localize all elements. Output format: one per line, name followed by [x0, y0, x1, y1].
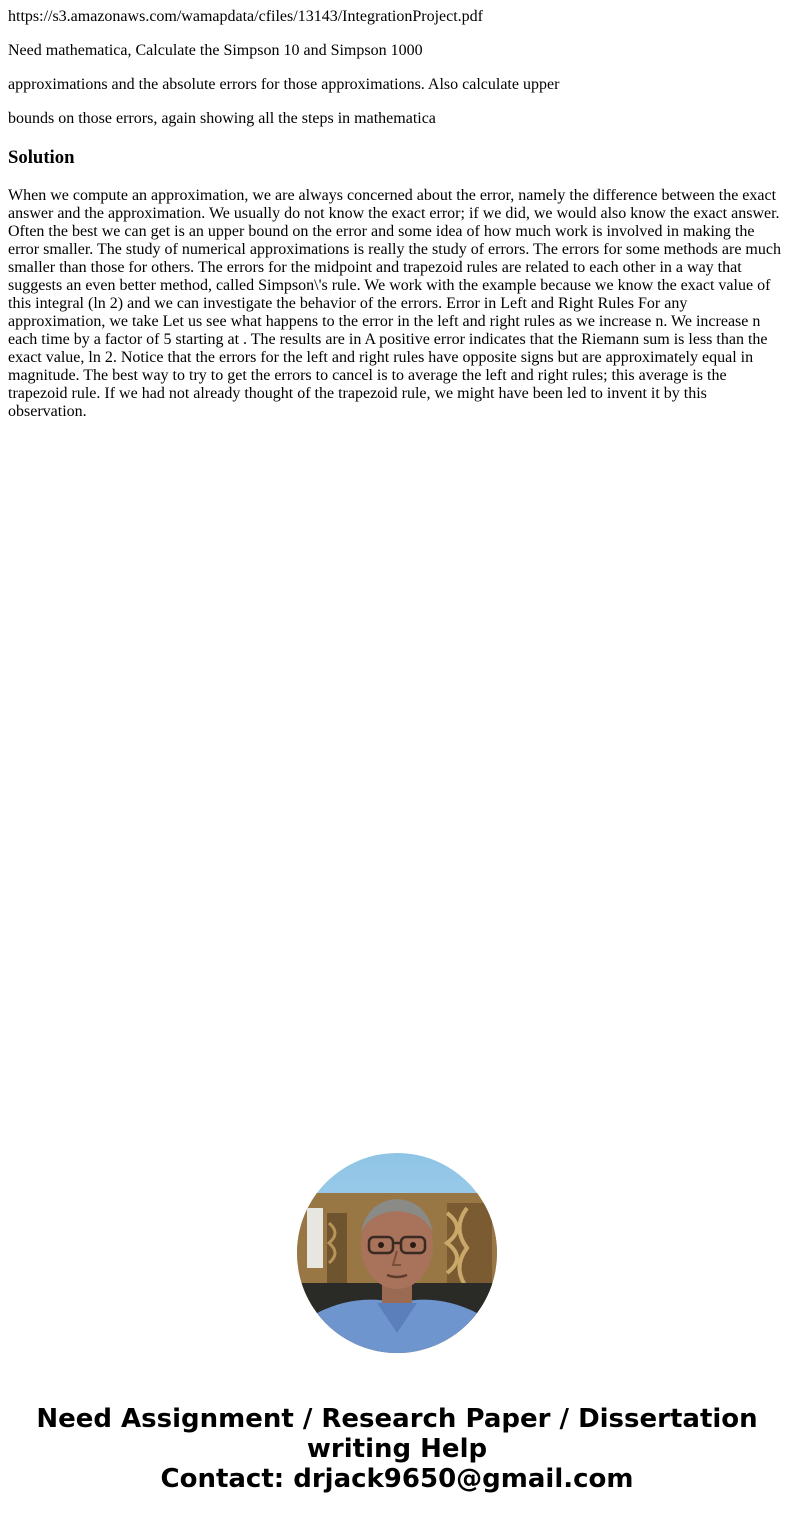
footer-line: writing Help	[306, 1434, 488, 1464]
avatar-portrait	[297, 1153, 497, 1353]
contact-footer	[0, 1404, 794, 1494]
avatar	[297, 1153, 497, 1353]
question-line: bounds on those errors, again showing all the steps in mathematica	[8, 110, 436, 127]
question-link-line: https://s3.amazonaws.com/wamapdata/cfiles/13143/IntegrationProject.pdf	[8, 8, 483, 25]
question-line: Need mathematica, Calculate the Simpson 10 and Simpson 1000	[8, 42, 423, 59]
question-line: approximations and the absolute errors for those approximations. Also calculate upper	[8, 76, 560, 93]
footer-contact-email: Contact: drjack9650@gmail.com	[160, 1464, 634, 1494]
solution-heading: Solution	[8, 147, 75, 168]
footer-line: Need Assignment / Research Paper / Dissertation	[36, 1404, 758, 1434]
solution-body: When we compute an approximation, we are always concerned about the error, namely the difference between the exact answer and the approximation. We usually do not know the exact error; if we did, we would also know the exact answer. Often the best we can get is an upper bound on the error and some idea of how much work is involved in making the error smaller. The study of numerical approximations is really the study of errors. The errors for some methods are much smaller than those for others. The errors for the midpoint and trapezoid rules are related to each other in a way that suggests an even better method, called Simpson\'s rule. We work with the example because we know the exact value of this integral (ln 2) and we can investigate the behavior of the errors. Error in Left and Right Rules For any approximation, we take Let us see what happens to the error in the left and right rules as we increase n. We increase n each time by a factor of 5 starting at . The results are in A positive error indicates that the Riemann sum is less than the exact value, ln 2. Notice that the errors for the left and right rules have opposite signs but are approximately equal in magnitude. The best way to try to get the errors to cancel is to average the left and right rules; this average is the trapezoid rule. If we had not already thought of the trapezoid rule, we might have been led to invent it by this observation.	[8, 187, 781, 420]
